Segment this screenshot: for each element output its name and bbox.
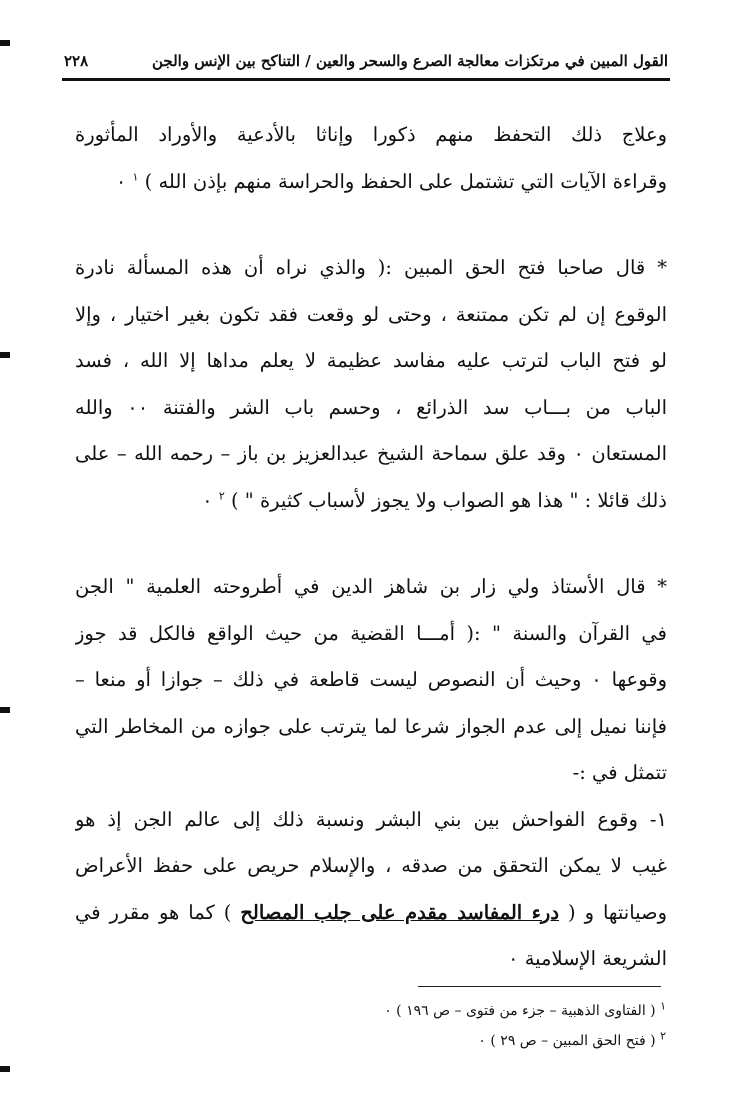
running-header-title: القول المبين في مرتكزات معالجة الصرع والسحر والعين / التناكح بين الإنس والجن (151, 52, 668, 70)
paragraph (75, 564, 667, 797)
paragraph (75, 112, 667, 205)
scan-edge-mark (0, 707, 10, 713)
scan-edge-mark (0, 40, 10, 46)
text-line: غيب لا يمكن التحقق من صدقه ، والإسلام حريص على حفظ الأعراض (75, 854, 667, 877)
text-line: المستعان ٠ وقد علق سماحة الشيخ عبدالعزيز بن باز – رحمه الله – على (75, 442, 667, 465)
text-line (75, 478, 667, 525)
paragraph (75, 797, 667, 983)
footnote (290, 1026, 666, 1056)
footnote-text: ( فتح الحق المبين – ص ٢٩ ) ٠ (478, 1033, 656, 1049)
text-segment: ٠ (202, 488, 213, 512)
text-line: الشريعة الإسلامية ٠ (508, 947, 667, 970)
page-number: ٢٢٨ (64, 52, 89, 70)
text-line: * قال الأستاذ ولي زار بن شاهز الدين في أطروحته العلمية " الجن (75, 575, 667, 598)
text-line: في القرآن والسنة " :( أمـــا القضية من حيث الواقع فالكل قد جوز (75, 621, 667, 645)
footnote (290, 996, 666, 1026)
footnote-number: ٢ (660, 1029, 666, 1043)
paragraph (75, 245, 667, 524)
text-line: تتمثل في :- (572, 761, 667, 784)
text-line: وقوعها ٠ وحيث أن النصوص ليست قاطعة في ذلك – جوازا أو منعا – (75, 668, 667, 691)
text-line: فإننا نميل إلى عدم الجواز شرعا لما يترتب على جوازه من المخاطر التي (75, 714, 667, 738)
emphasized-maxim: درء المفاسد مقدم على جلب المصالح (240, 900, 560, 924)
text-line (75, 159, 667, 206)
footnote-text: ( الفتاوى الذهبية – جزء من فتوى – ص ١٩٦ ) ٠ (384, 1003, 656, 1019)
text-segment: ذلك قائلا : " هذا هو الصواب ولا يجوز لأسباب كثيرة " ) (230, 488, 667, 512)
footnote-ref: ٢ (218, 489, 225, 502)
footnote-separator (418, 986, 661, 987)
text-segment: ٠ (115, 169, 127, 193)
scan-edge-mark (0, 1066, 10, 1072)
text-line: الباب من بـــاب سد الذرائع ، وحسم باب الشر والفتنة ٠٠ والله (75, 395, 667, 419)
text-line (75, 890, 667, 937)
text-line: ١- وقوع الفواحش بين بني البشر ونسبة ذلك إلى عالم الجن إذ هو (75, 807, 667, 831)
text-line: الوقوع إن لم تكن ممتنعة ، وحتى لو وقعت فقد تكون بغير اختيار ، وإلا (75, 302, 667, 326)
scan-edge-mark (0, 352, 10, 358)
body-text (75, 112, 667, 983)
text-line: لو فتح الباب لترتب عليه مفاسد عظيمة لا يعلم مداها إلا الله ، فسد (75, 349, 667, 372)
text-line: وعلاج ذلك التحفظ منهم ذكورا وإناثا بالأدعية والأوراد المأثورة (75, 123, 667, 146)
footnotes (290, 996, 666, 1056)
text-segment: ) كما هو مقرر في (75, 900, 232, 924)
text-line: * قال صاحبا فتح الحق المبين :( والذي نراه أن هذه المسألة نادرة (75, 256, 667, 279)
running-header (62, 44, 670, 81)
footnote-ref: ١ (132, 170, 139, 183)
text-segment: وصيانتها و ( (568, 900, 667, 924)
text-segment: وقراءة الآيات التي تشتمل على الحفظ والحراسة منهم بإذن الله ) (144, 169, 667, 193)
footnote-number: ١ (660, 999, 666, 1013)
